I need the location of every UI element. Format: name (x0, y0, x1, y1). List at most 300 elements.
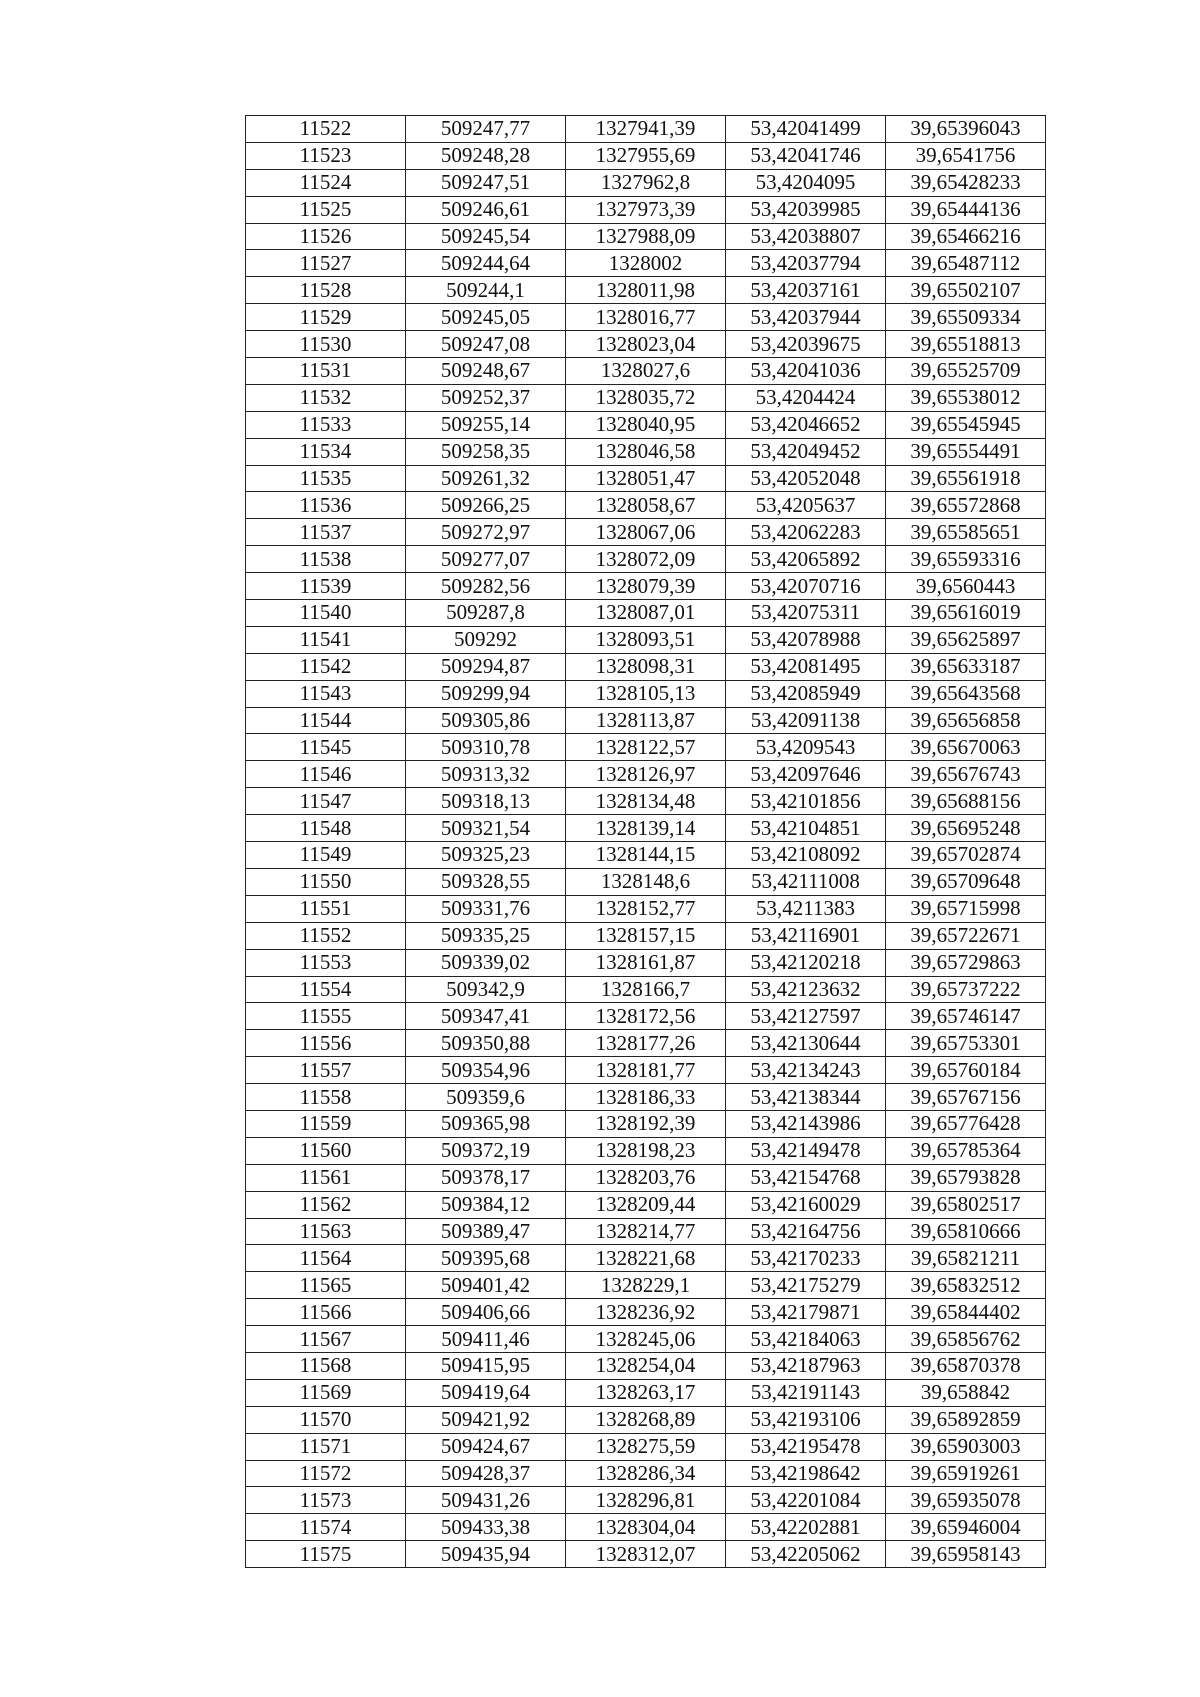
table-row (246, 1245, 1046, 1272)
y-coordinate-cell: 1328296,81 (566, 1487, 726, 1514)
longitude-cell: 39,65793828 (886, 1164, 1046, 1191)
table-row (246, 1057, 1046, 1084)
x-coordinate-cell: 509277,07 (406, 546, 566, 573)
longitude-cell: 39,65832512 (886, 1272, 1046, 1299)
latitude-cell: 53,42205062 (726, 1541, 886, 1568)
y-coordinate-cell: 1328113,87 (566, 707, 726, 734)
latitude-cell: 53,42091138 (726, 707, 886, 734)
x-coordinate-cell: 509313,32 (406, 761, 566, 788)
x-coordinate-cell: 509354,96 (406, 1057, 566, 1084)
y-coordinate-cell: 1328198,23 (566, 1137, 726, 1164)
table-row (246, 868, 1046, 895)
y-coordinate-cell: 1328027,6 (566, 358, 726, 385)
longitude-cell: 39,65656858 (886, 707, 1046, 734)
longitude-cell: 39,65545945 (886, 411, 1046, 438)
latitude-cell: 53,42046652 (726, 411, 886, 438)
y-coordinate-cell: 1328268,89 (566, 1406, 726, 1433)
point-number-cell: 11543 (246, 680, 406, 707)
table-row (246, 788, 1046, 815)
y-coordinate-cell: 1328144,15 (566, 842, 726, 869)
y-coordinate-cell: 1328221,68 (566, 1245, 726, 1272)
longitude-cell: 39,65903003 (886, 1433, 1046, 1460)
table-row (246, 600, 1046, 627)
longitude-cell: 39,65892859 (886, 1406, 1046, 1433)
longitude-cell: 39,65802517 (886, 1191, 1046, 1218)
table-row (246, 1352, 1046, 1379)
table-row (246, 142, 1046, 169)
latitude-cell: 53,42041746 (726, 142, 886, 169)
point-number-cell: 11533 (246, 411, 406, 438)
coordinates-table (245, 115, 1046, 1568)
longitude-cell: 39,65428233 (886, 169, 1046, 196)
y-coordinate-cell: 1328011,98 (566, 277, 726, 304)
longitude-cell: 39,65625897 (886, 626, 1046, 653)
y-coordinate-cell: 1328058,67 (566, 492, 726, 519)
x-coordinate-cell: 509431,26 (406, 1487, 566, 1514)
y-coordinate-cell: 1328072,09 (566, 546, 726, 573)
longitude-cell: 39,65518813 (886, 331, 1046, 358)
point-number-cell: 11527 (246, 250, 406, 277)
point-number-cell: 11552 (246, 922, 406, 949)
latitude-cell: 53,42111008 (726, 868, 886, 895)
point-number-cell: 11549 (246, 842, 406, 869)
point-number-cell: 11572 (246, 1460, 406, 1487)
latitude-cell: 53,42065892 (726, 546, 886, 573)
point-number-cell: 11558 (246, 1084, 406, 1111)
point-number-cell: 11537 (246, 519, 406, 546)
y-coordinate-cell: 1328122,57 (566, 734, 726, 761)
y-coordinate-cell: 1328186,33 (566, 1084, 726, 1111)
x-coordinate-cell: 509248,67 (406, 358, 566, 385)
latitude-cell: 53,42104851 (726, 815, 886, 842)
table-row (246, 196, 1046, 223)
y-coordinate-cell: 1328051,47 (566, 465, 726, 492)
latitude-cell: 53,42062283 (726, 519, 886, 546)
point-number-cell: 11529 (246, 304, 406, 331)
point-number-cell: 11540 (246, 600, 406, 627)
x-coordinate-cell: 509339,02 (406, 949, 566, 976)
y-coordinate-cell: 1328093,51 (566, 626, 726, 653)
table-row (246, 331, 1046, 358)
x-coordinate-cell: 509294,87 (406, 653, 566, 680)
x-coordinate-cell: 509321,54 (406, 815, 566, 842)
x-coordinate-cell: 509365,98 (406, 1110, 566, 1137)
table-row (246, 842, 1046, 869)
y-coordinate-cell: 1328139,14 (566, 815, 726, 842)
point-number-cell: 11550 (246, 868, 406, 895)
table-row (246, 465, 1046, 492)
x-coordinate-cell: 509255,14 (406, 411, 566, 438)
table-row (246, 1487, 1046, 1514)
longitude-cell: 39,658842 (886, 1379, 1046, 1406)
point-number-cell: 11526 (246, 223, 406, 250)
longitude-cell: 39,65444136 (886, 196, 1046, 223)
latitude-cell: 53,42037161 (726, 277, 886, 304)
latitude-cell: 53,42049452 (726, 438, 886, 465)
latitude-cell: 53,42149478 (726, 1137, 886, 1164)
longitude-cell: 39,65935078 (886, 1487, 1046, 1514)
longitude-cell: 39,65870378 (886, 1352, 1046, 1379)
longitude-cell: 39,65946004 (886, 1514, 1046, 1541)
y-coordinate-cell: 1328002 (566, 250, 726, 277)
longitude-cell: 39,65702874 (886, 842, 1046, 869)
x-coordinate-cell: 509310,78 (406, 734, 566, 761)
x-coordinate-cell: 509415,95 (406, 1352, 566, 1379)
table-row (246, 680, 1046, 707)
longitude-cell: 39,65502107 (886, 277, 1046, 304)
latitude-cell: 53,42081495 (726, 653, 886, 680)
y-coordinate-cell: 1328105,13 (566, 680, 726, 707)
y-coordinate-cell: 1328286,34 (566, 1460, 726, 1487)
table-row (246, 922, 1046, 949)
latitude-cell: 53,42116901 (726, 922, 886, 949)
x-coordinate-cell: 509258,35 (406, 438, 566, 465)
longitude-cell: 39,65572868 (886, 492, 1046, 519)
latitude-cell: 53,42179871 (726, 1299, 886, 1326)
latitude-cell: 53,42202881 (726, 1514, 886, 1541)
longitude-cell: 39,65785364 (886, 1137, 1046, 1164)
longitude-cell: 39,65509334 (886, 304, 1046, 331)
point-number-cell: 11571 (246, 1433, 406, 1460)
point-number-cell: 11545 (246, 734, 406, 761)
table-row (246, 384, 1046, 411)
longitude-cell: 39,6560443 (886, 573, 1046, 600)
latitude-cell: 53,42201084 (726, 1487, 886, 1514)
longitude-cell: 39,65487112 (886, 250, 1046, 277)
latitude-cell: 53,42039985 (726, 196, 886, 223)
point-number-cell: 11535 (246, 465, 406, 492)
longitude-cell: 39,65538012 (886, 384, 1046, 411)
longitude-cell: 39,65633187 (886, 653, 1046, 680)
table-row (246, 1433, 1046, 1460)
point-number-cell: 11569 (246, 1379, 406, 1406)
x-coordinate-cell: 509419,64 (406, 1379, 566, 1406)
y-coordinate-cell: 1328040,95 (566, 411, 726, 438)
x-coordinate-cell: 509244,64 (406, 250, 566, 277)
y-coordinate-cell: 1328098,31 (566, 653, 726, 680)
table-row (246, 626, 1046, 653)
x-coordinate-cell: 509272,97 (406, 519, 566, 546)
table-row (246, 358, 1046, 385)
longitude-cell: 39,65919261 (886, 1460, 1046, 1487)
x-coordinate-cell: 509424,67 (406, 1433, 566, 1460)
y-coordinate-cell: 1328236,92 (566, 1299, 726, 1326)
x-coordinate-cell: 509433,38 (406, 1514, 566, 1541)
y-coordinate-cell: 1328152,77 (566, 895, 726, 922)
x-coordinate-cell: 509292 (406, 626, 566, 653)
x-coordinate-cell: 509335,25 (406, 922, 566, 949)
table-row (246, 492, 1046, 519)
latitude-cell: 53,42164756 (726, 1218, 886, 1245)
latitude-cell: 53,42039675 (726, 331, 886, 358)
y-coordinate-cell: 1327973,39 (566, 196, 726, 223)
y-coordinate-cell: 1327962,8 (566, 169, 726, 196)
y-coordinate-cell: 1328016,77 (566, 304, 726, 331)
table-row (246, 1137, 1046, 1164)
y-coordinate-cell: 1328312,07 (566, 1541, 726, 1568)
latitude-cell: 53,42052048 (726, 465, 886, 492)
y-coordinate-cell: 1328134,48 (566, 788, 726, 815)
latitude-cell: 53,42037794 (726, 250, 886, 277)
point-number-cell: 11554 (246, 976, 406, 1003)
point-number-cell: 11551 (246, 895, 406, 922)
y-coordinate-cell: 1328203,76 (566, 1164, 726, 1191)
x-coordinate-cell: 509384,12 (406, 1191, 566, 1218)
point-number-cell: 11530 (246, 331, 406, 358)
y-coordinate-cell: 1328209,44 (566, 1191, 726, 1218)
point-number-cell: 11548 (246, 815, 406, 842)
longitude-cell: 39,65676743 (886, 761, 1046, 788)
y-coordinate-cell: 1328254,04 (566, 1352, 726, 1379)
latitude-cell: 53,42195478 (726, 1433, 886, 1460)
x-coordinate-cell: 509305,86 (406, 707, 566, 734)
latitude-cell: 53,42134243 (726, 1057, 886, 1084)
point-number-cell: 11562 (246, 1191, 406, 1218)
point-number-cell: 11546 (246, 761, 406, 788)
table-row (246, 653, 1046, 680)
latitude-cell: 53,42078988 (726, 626, 886, 653)
y-coordinate-cell: 1328157,15 (566, 922, 726, 949)
point-number-cell: 11568 (246, 1352, 406, 1379)
latitude-cell: 53,42041036 (726, 358, 886, 385)
point-number-cell: 11567 (246, 1326, 406, 1353)
longitude-cell: 39,65709648 (886, 868, 1046, 895)
point-number-cell: 11534 (246, 438, 406, 465)
table-row (246, 1406, 1046, 1433)
latitude-cell: 53,42085949 (726, 680, 886, 707)
x-coordinate-cell: 509378,17 (406, 1164, 566, 1191)
longitude-cell: 39,65525709 (886, 358, 1046, 385)
latitude-cell: 53,42160029 (726, 1191, 886, 1218)
latitude-cell: 53,42037944 (726, 304, 886, 331)
point-number-cell: 11557 (246, 1057, 406, 1084)
table-row (246, 895, 1046, 922)
latitude-cell: 53,4209543 (726, 734, 886, 761)
longitude-cell: 39,65729863 (886, 949, 1046, 976)
table-row (246, 169, 1046, 196)
latitude-cell: 53,42143986 (726, 1110, 886, 1137)
x-coordinate-cell: 509421,92 (406, 1406, 566, 1433)
table-row (246, 411, 1046, 438)
x-coordinate-cell: 509342,9 (406, 976, 566, 1003)
point-number-cell: 11532 (246, 384, 406, 411)
y-coordinate-cell: 1327941,39 (566, 116, 726, 143)
longitude-cell: 39,65767156 (886, 1084, 1046, 1111)
x-coordinate-cell: 509247,51 (406, 169, 566, 196)
x-coordinate-cell: 509245,54 (406, 223, 566, 250)
y-coordinate-cell: 1328192,39 (566, 1110, 726, 1137)
y-coordinate-cell: 1328177,26 (566, 1030, 726, 1057)
x-coordinate-cell: 509245,05 (406, 304, 566, 331)
table-row (246, 976, 1046, 1003)
y-coordinate-cell: 1328023,04 (566, 331, 726, 358)
point-number-cell: 11560 (246, 1137, 406, 1164)
y-coordinate-cell: 1328229,1 (566, 1272, 726, 1299)
table-row (246, 815, 1046, 842)
table-row (246, 1084, 1046, 1111)
table-row (246, 519, 1046, 546)
table-row (246, 1191, 1046, 1218)
y-coordinate-cell: 1328148,6 (566, 868, 726, 895)
table-row (246, 223, 1046, 250)
x-coordinate-cell: 509331,76 (406, 895, 566, 922)
point-number-cell: 11575 (246, 1541, 406, 1568)
table-row (246, 1110, 1046, 1137)
longitude-cell: 39,65856762 (886, 1326, 1046, 1353)
point-number-cell: 11538 (246, 546, 406, 573)
table-row (246, 304, 1046, 331)
y-coordinate-cell: 1328035,72 (566, 384, 726, 411)
x-coordinate-cell: 509395,68 (406, 1245, 566, 1272)
x-coordinate-cell: 509406,66 (406, 1299, 566, 1326)
latitude-cell: 53,4205637 (726, 492, 886, 519)
longitude-cell: 39,65760184 (886, 1057, 1046, 1084)
table-row (246, 1272, 1046, 1299)
longitude-cell: 39,65737222 (886, 976, 1046, 1003)
x-coordinate-cell: 509359,6 (406, 1084, 566, 1111)
longitude-cell: 39,65561918 (886, 465, 1046, 492)
x-coordinate-cell: 509261,32 (406, 465, 566, 492)
table-row (246, 734, 1046, 761)
y-coordinate-cell: 1328087,01 (566, 600, 726, 627)
table-row (246, 1541, 1046, 1568)
table-row (246, 949, 1046, 976)
latitude-cell: 53,42175279 (726, 1272, 886, 1299)
longitude-cell: 39,65616019 (886, 600, 1046, 627)
x-coordinate-cell: 509411,46 (406, 1326, 566, 1353)
table-row (246, 546, 1046, 573)
point-number-cell: 11555 (246, 1003, 406, 1030)
y-coordinate-cell: 1328067,06 (566, 519, 726, 546)
point-number-cell: 11542 (246, 653, 406, 680)
latitude-cell: 53,42097646 (726, 761, 886, 788)
latitude-cell: 53,42070716 (726, 573, 886, 600)
table-row (246, 250, 1046, 277)
table-row (246, 1379, 1046, 1406)
x-coordinate-cell: 509328,55 (406, 868, 566, 895)
table-row (246, 573, 1046, 600)
x-coordinate-cell: 509299,94 (406, 680, 566, 707)
latitude-cell: 53,42191143 (726, 1379, 886, 1406)
longitude-cell: 39,65753301 (886, 1030, 1046, 1057)
point-number-cell: 11563 (246, 1218, 406, 1245)
y-coordinate-cell: 1328079,39 (566, 573, 726, 600)
longitude-cell: 39,65722671 (886, 922, 1046, 949)
x-coordinate-cell: 509287,8 (406, 600, 566, 627)
latitude-cell: 53,42108092 (726, 842, 886, 869)
latitude-cell: 53,42130644 (726, 1030, 886, 1057)
point-number-cell: 11539 (246, 573, 406, 600)
x-coordinate-cell: 509347,41 (406, 1003, 566, 1030)
latitude-cell: 53,4204095 (726, 169, 886, 196)
point-number-cell: 11528 (246, 277, 406, 304)
y-coordinate-cell: 1328172,56 (566, 1003, 726, 1030)
table-row (246, 707, 1046, 734)
latitude-cell: 53,42187963 (726, 1352, 886, 1379)
latitude-cell: 53,42041499 (726, 116, 886, 143)
latitude-cell: 53,42138344 (726, 1084, 886, 1111)
point-number-cell: 11541 (246, 626, 406, 653)
x-coordinate-cell: 509247,08 (406, 331, 566, 358)
table-row (246, 277, 1046, 304)
point-number-cell: 11574 (246, 1514, 406, 1541)
point-number-cell: 11544 (246, 707, 406, 734)
x-coordinate-cell: 509325,23 (406, 842, 566, 869)
y-coordinate-cell: 1328161,87 (566, 949, 726, 976)
longitude-cell: 39,65670063 (886, 734, 1046, 761)
latitude-cell: 53,42038807 (726, 223, 886, 250)
longitude-cell: 39,65844402 (886, 1299, 1046, 1326)
x-coordinate-cell: 509247,77 (406, 116, 566, 143)
longitude-cell: 39,65810666 (886, 1218, 1046, 1245)
point-number-cell: 11559 (246, 1110, 406, 1137)
point-number-cell: 11561 (246, 1164, 406, 1191)
x-coordinate-cell: 509244,1 (406, 277, 566, 304)
longitude-cell: 39,65958143 (886, 1541, 1046, 1568)
table-row (246, 1326, 1046, 1353)
latitude-cell: 53,42075311 (726, 600, 886, 627)
point-number-cell: 11564 (246, 1245, 406, 1272)
table-row (246, 1003, 1046, 1030)
x-coordinate-cell: 509266,25 (406, 492, 566, 519)
longitude-cell: 39,65821211 (886, 1245, 1046, 1272)
point-number-cell: 11525 (246, 196, 406, 223)
latitude-cell: 53,42123632 (726, 976, 886, 1003)
y-coordinate-cell: 1327988,09 (566, 223, 726, 250)
point-number-cell: 11531 (246, 358, 406, 385)
x-coordinate-cell: 509252,37 (406, 384, 566, 411)
y-coordinate-cell: 1327955,69 (566, 142, 726, 169)
x-coordinate-cell: 509372,19 (406, 1137, 566, 1164)
table-row (246, 1460, 1046, 1487)
y-coordinate-cell: 1328126,97 (566, 761, 726, 788)
longitude-cell: 39,65466216 (886, 223, 1046, 250)
table-row (246, 116, 1046, 143)
point-number-cell: 11523 (246, 142, 406, 169)
table-row (246, 1299, 1046, 1326)
y-coordinate-cell: 1328275,59 (566, 1433, 726, 1460)
longitude-cell: 39,65593316 (886, 546, 1046, 573)
longitude-cell: 39,65695248 (886, 815, 1046, 842)
coordinates-table-body (246, 116, 1046, 1568)
table-row (246, 1030, 1046, 1057)
table-row (246, 1514, 1046, 1541)
latitude-cell: 53,42170233 (726, 1245, 886, 1272)
point-number-cell: 11566 (246, 1299, 406, 1326)
latitude-cell: 53,42101856 (726, 788, 886, 815)
point-number-cell: 11556 (246, 1030, 406, 1057)
latitude-cell: 53,42193106 (726, 1406, 886, 1433)
x-coordinate-cell: 509435,94 (406, 1541, 566, 1568)
longitude-cell: 39,65585651 (886, 519, 1046, 546)
point-number-cell: 11536 (246, 492, 406, 519)
y-coordinate-cell: 1328166,7 (566, 976, 726, 1003)
point-number-cell: 11573 (246, 1487, 406, 1514)
table-row (246, 761, 1046, 788)
y-coordinate-cell: 1328046,58 (566, 438, 726, 465)
y-coordinate-cell: 1328263,17 (566, 1379, 726, 1406)
y-coordinate-cell: 1328304,04 (566, 1514, 726, 1541)
point-number-cell: 11553 (246, 949, 406, 976)
longitude-cell: 39,65688156 (886, 788, 1046, 815)
x-coordinate-cell: 509248,28 (406, 142, 566, 169)
point-number-cell: 11570 (246, 1406, 406, 1433)
longitude-cell: 39,65396043 (886, 116, 1046, 143)
x-coordinate-cell: 509428,37 (406, 1460, 566, 1487)
latitude-cell: 53,42127597 (726, 1003, 886, 1030)
point-number-cell: 11522 (246, 116, 406, 143)
latitude-cell: 53,4211383 (726, 895, 886, 922)
